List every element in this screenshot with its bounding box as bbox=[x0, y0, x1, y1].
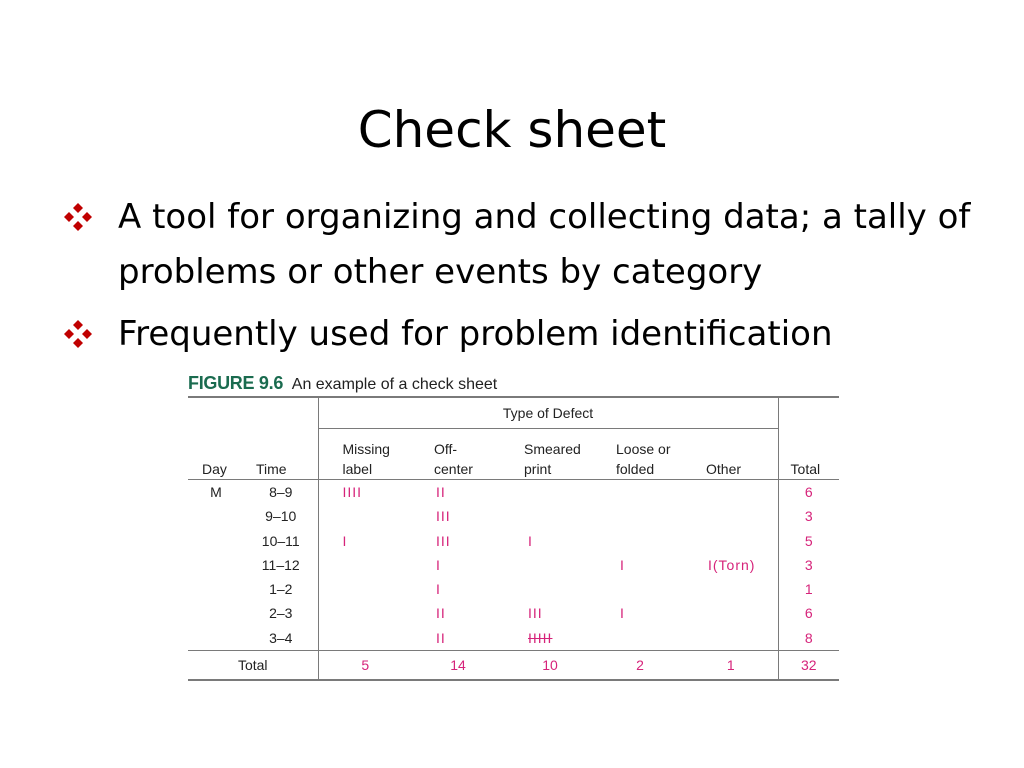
table-row bbox=[188, 601, 839, 625]
cell-other bbox=[684, 577, 778, 601]
total-loose-folded: 2 bbox=[596, 651, 684, 681]
cell-loose-folded bbox=[596, 480, 684, 505]
cell-day bbox=[188, 529, 244, 553]
cell-time: 2–3 bbox=[244, 601, 318, 625]
bullet-item bbox=[62, 307, 982, 362]
cell-off-center: II bbox=[436, 605, 446, 622]
column-header-day: Day bbox=[202, 461, 227, 477]
cell-day bbox=[188, 577, 244, 601]
cell-missing-label: I bbox=[342, 532, 348, 549]
column-header-other: Other bbox=[684, 429, 778, 480]
cell-loose-folded bbox=[596, 577, 684, 601]
check-sheet-table bbox=[188, 396, 839, 681]
cell-total: 3 bbox=[804, 508, 813, 525]
cell-other bbox=[684, 529, 778, 553]
cell-total: 6 bbox=[804, 605, 813, 622]
cell-time: 10–11 bbox=[244, 529, 318, 553]
cell-time: 3–4 bbox=[244, 626, 318, 651]
cell-time: 8–9 bbox=[244, 480, 318, 505]
cell-day bbox=[188, 601, 244, 625]
cell-missing-label bbox=[318, 553, 412, 577]
cell-time: 9–10 bbox=[244, 504, 318, 528]
cell-total: 6 bbox=[804, 484, 813, 500]
cell-loose-folded: I bbox=[620, 605, 625, 622]
cell-day: M bbox=[210, 484, 222, 500]
table-header-row bbox=[188, 397, 839, 429]
figure-number: FIGURE 9.6 bbox=[188, 373, 284, 393]
column-header-loose-folded: Loose or folded bbox=[616, 441, 671, 477]
bullet-text: A tool for organizing and collecting data; a tally of problems or other events by category bbox=[118, 197, 971, 292]
cell-loose-folded: I bbox=[620, 556, 625, 573]
cell-off-center: II bbox=[436, 629, 446, 646]
cell-off-center: II bbox=[436, 484, 446, 500]
column-header-smeared-print: Smeared print bbox=[524, 441, 581, 477]
cell-other: I(Torn) bbox=[684, 553, 778, 577]
cell-total: 5 bbox=[804, 532, 813, 549]
table-row bbox=[188, 553, 839, 577]
grand-total: 32 bbox=[778, 651, 839, 681]
cell-missing-label: IIII bbox=[342, 484, 363, 500]
cell-day bbox=[188, 626, 244, 651]
cell-smeared-print bbox=[504, 504, 596, 528]
cell-missing-label bbox=[318, 577, 412, 601]
cell-smeared-print bbox=[504, 480, 596, 505]
cell-loose-folded bbox=[596, 504, 684, 528]
table-total-row bbox=[188, 651, 839, 681]
cell-other bbox=[684, 601, 778, 625]
table-row bbox=[188, 480, 839, 505]
column-group-header: Type of Defect bbox=[318, 397, 778, 429]
total-label: Total bbox=[188, 651, 318, 681]
column-header-missing-label: Missing label bbox=[342, 441, 390, 477]
diamond-bullet-icon bbox=[62, 190, 118, 245]
slide-title: Check sheet bbox=[357, 100, 667, 159]
cell-smeared-print: III bbox=[528, 605, 543, 622]
cell-other bbox=[684, 480, 778, 505]
cell-smeared-print: IIIII bbox=[528, 629, 553, 646]
total-off-center: 14 bbox=[412, 651, 504, 681]
cell-off-center: I bbox=[436, 581, 441, 598]
cell-time: 11–12 bbox=[244, 553, 318, 577]
cell-loose-folded bbox=[596, 626, 684, 651]
cell-missing-label bbox=[318, 601, 412, 625]
total-smeared-print: 10 bbox=[504, 651, 596, 681]
figure-description: An example of a check sheet bbox=[291, 376, 498, 393]
table-row bbox=[188, 626, 839, 651]
cell-time: 1–2 bbox=[244, 577, 318, 601]
column-header-off-center: Off- center bbox=[434, 441, 473, 477]
cell-total: 1 bbox=[804, 581, 813, 598]
cell-total: 3 bbox=[804, 556, 813, 573]
cell-smeared-print bbox=[504, 553, 596, 577]
cell-loose-folded bbox=[596, 529, 684, 553]
cell-smeared-print: I bbox=[528, 532, 533, 549]
cell-off-center: III bbox=[436, 508, 451, 525]
bullet-item bbox=[62, 190, 982, 300]
cell-off-center: I bbox=[436, 556, 441, 573]
check-sheet-figure bbox=[188, 370, 840, 681]
cell-day bbox=[188, 504, 244, 528]
cell-other bbox=[684, 626, 778, 651]
column-header-total: Total bbox=[790, 461, 821, 477]
table-row bbox=[188, 577, 839, 601]
bullet-text: Frequently used for problem identification bbox=[118, 314, 833, 354]
cell-missing-label bbox=[318, 626, 412, 651]
column-header-time: Time bbox=[244, 429, 318, 480]
total-missing-label: 5 bbox=[318, 651, 412, 681]
cell-day bbox=[188, 553, 244, 577]
cell-missing-label bbox=[318, 504, 412, 528]
bullet-list bbox=[62, 190, 982, 369]
table-row bbox=[188, 504, 839, 528]
total-other: 1 bbox=[684, 651, 778, 681]
table-row bbox=[188, 529, 839, 553]
cell-other bbox=[684, 504, 778, 528]
figure-caption bbox=[188, 370, 840, 396]
table-header-row bbox=[188, 429, 839, 480]
cell-off-center: III bbox=[436, 532, 451, 549]
cell-total: 8 bbox=[804, 629, 813, 646]
cell-smeared-print bbox=[504, 577, 596, 601]
diamond-bullet-icon bbox=[62, 307, 118, 362]
